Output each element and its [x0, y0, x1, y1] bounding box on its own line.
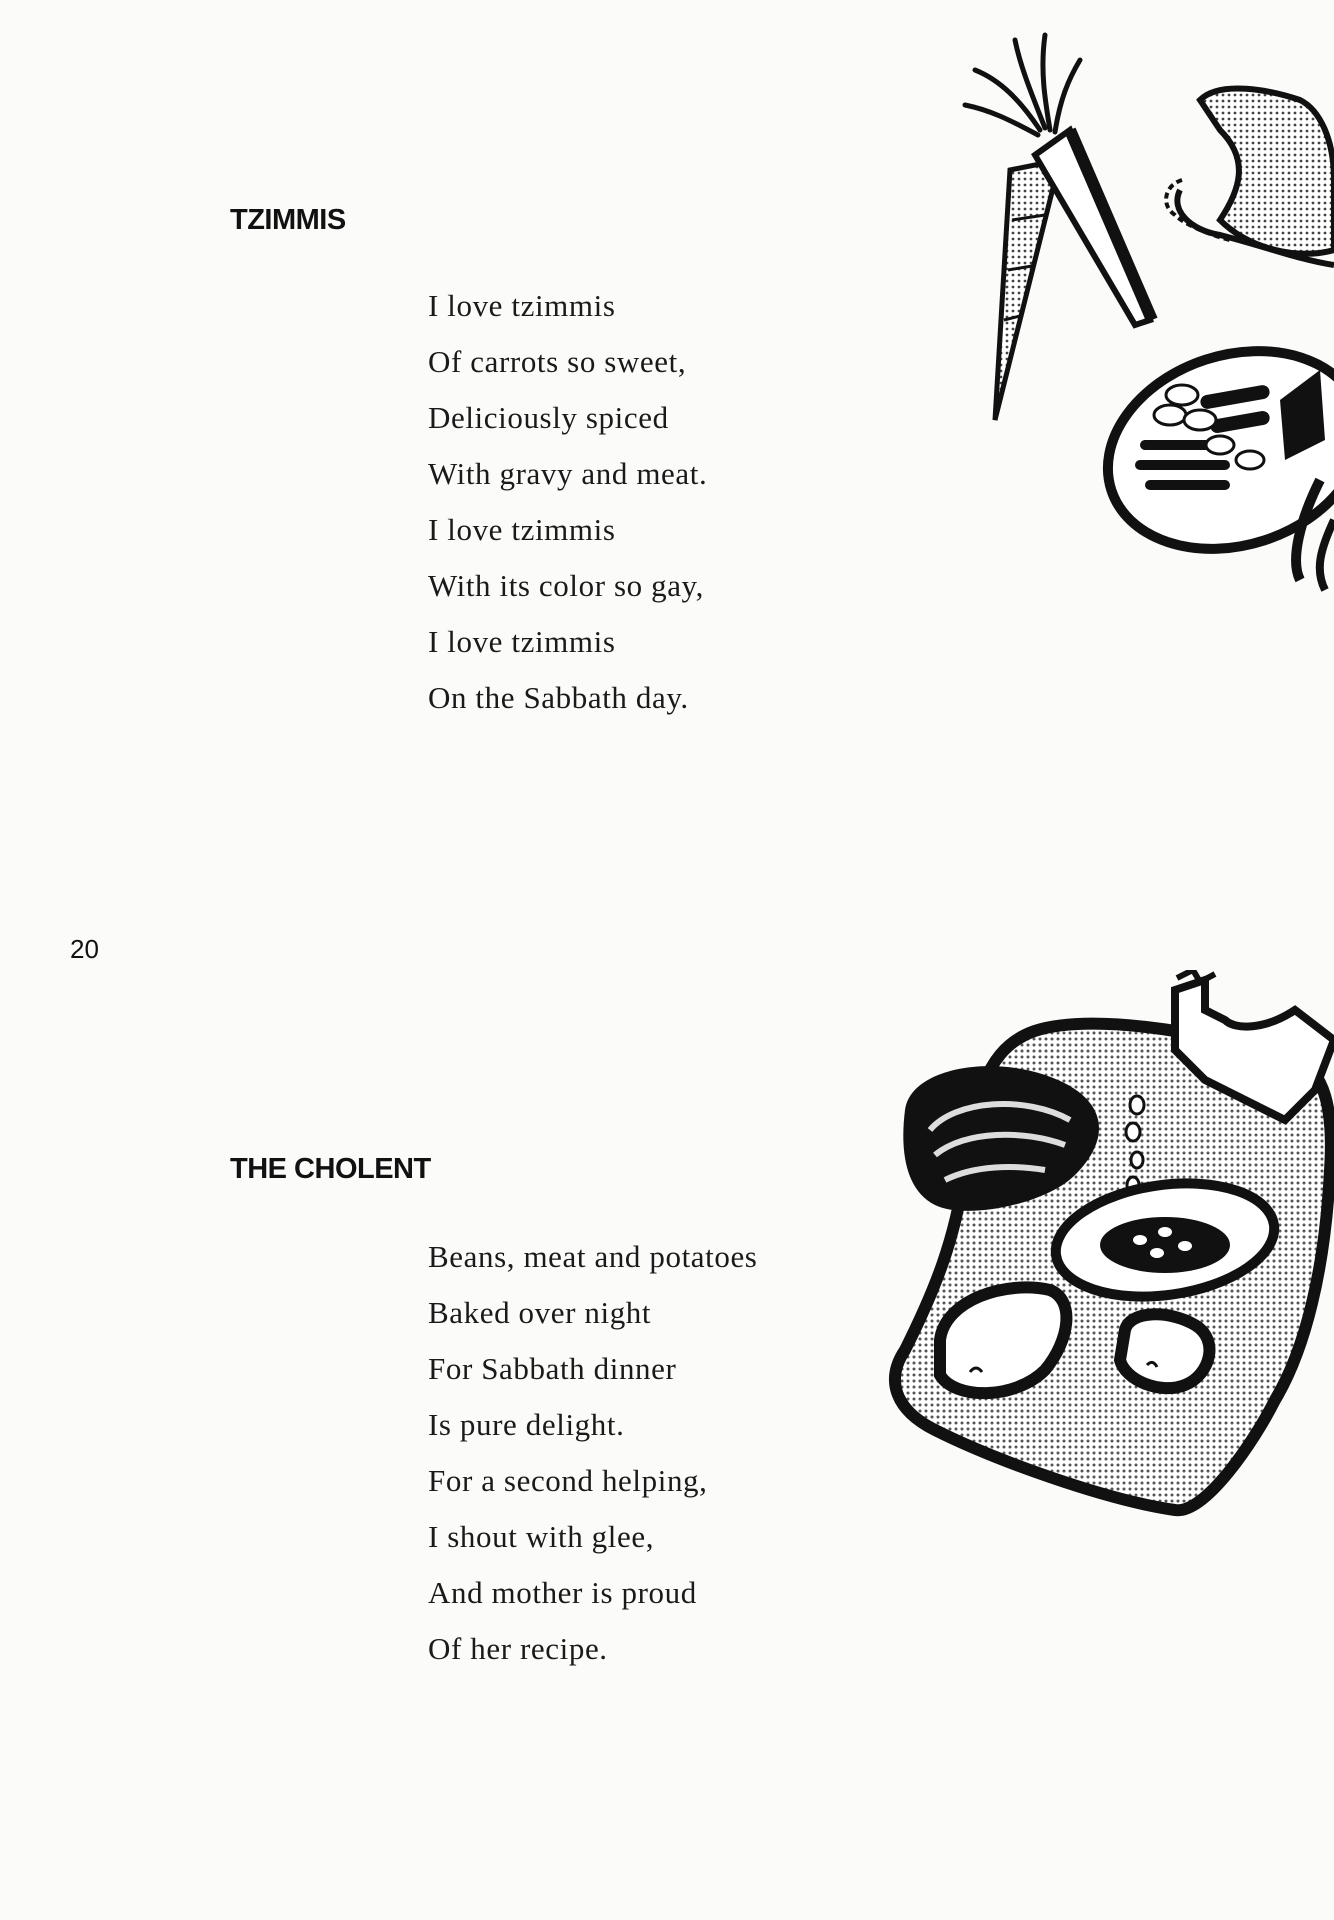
page-number: 20: [70, 934, 99, 964]
verse-line: For Sabbath dinner: [428, 1351, 677, 1386]
verse-line: Deliciously spiced: [428, 400, 669, 435]
verse-line: I love tzimmis: [428, 512, 616, 547]
verse-line: I love tzimmis: [428, 624, 616, 659]
poem-title-cholent: THE CHOLENT: [230, 1153, 431, 1185]
poem-verse-cholent: [428, 1229, 757, 1677]
verse-line: Of carrots so sweet,: [428, 344, 687, 379]
verse-line: I love tzimmis: [428, 288, 616, 323]
carrots-and-plate-illustration: [920, 20, 1334, 600]
poem-verse-tzimmis: [428, 278, 707, 726]
verse-line: Of her recipe.: [428, 1631, 608, 1666]
verse-line: On the Sabbath day.: [428, 680, 689, 715]
verse-line: And mother is proud: [428, 1575, 697, 1610]
cholent-tray-illustration: [875, 970, 1334, 1520]
verse-line: With gravy and meat.: [428, 456, 708, 491]
poem-title-tzimmis: TZIMMIS: [230, 204, 346, 236]
verse-line: Is pure delight.: [428, 1407, 625, 1442]
verse-line: With its color so gay,: [428, 568, 704, 603]
verse-line: Beans, meat and potatoes: [428, 1239, 758, 1274]
verse-line: Baked over night: [428, 1295, 652, 1330]
verse-line: For a second helping,: [428, 1463, 708, 1498]
verse-line: I shout with glee,: [428, 1519, 655, 1554]
